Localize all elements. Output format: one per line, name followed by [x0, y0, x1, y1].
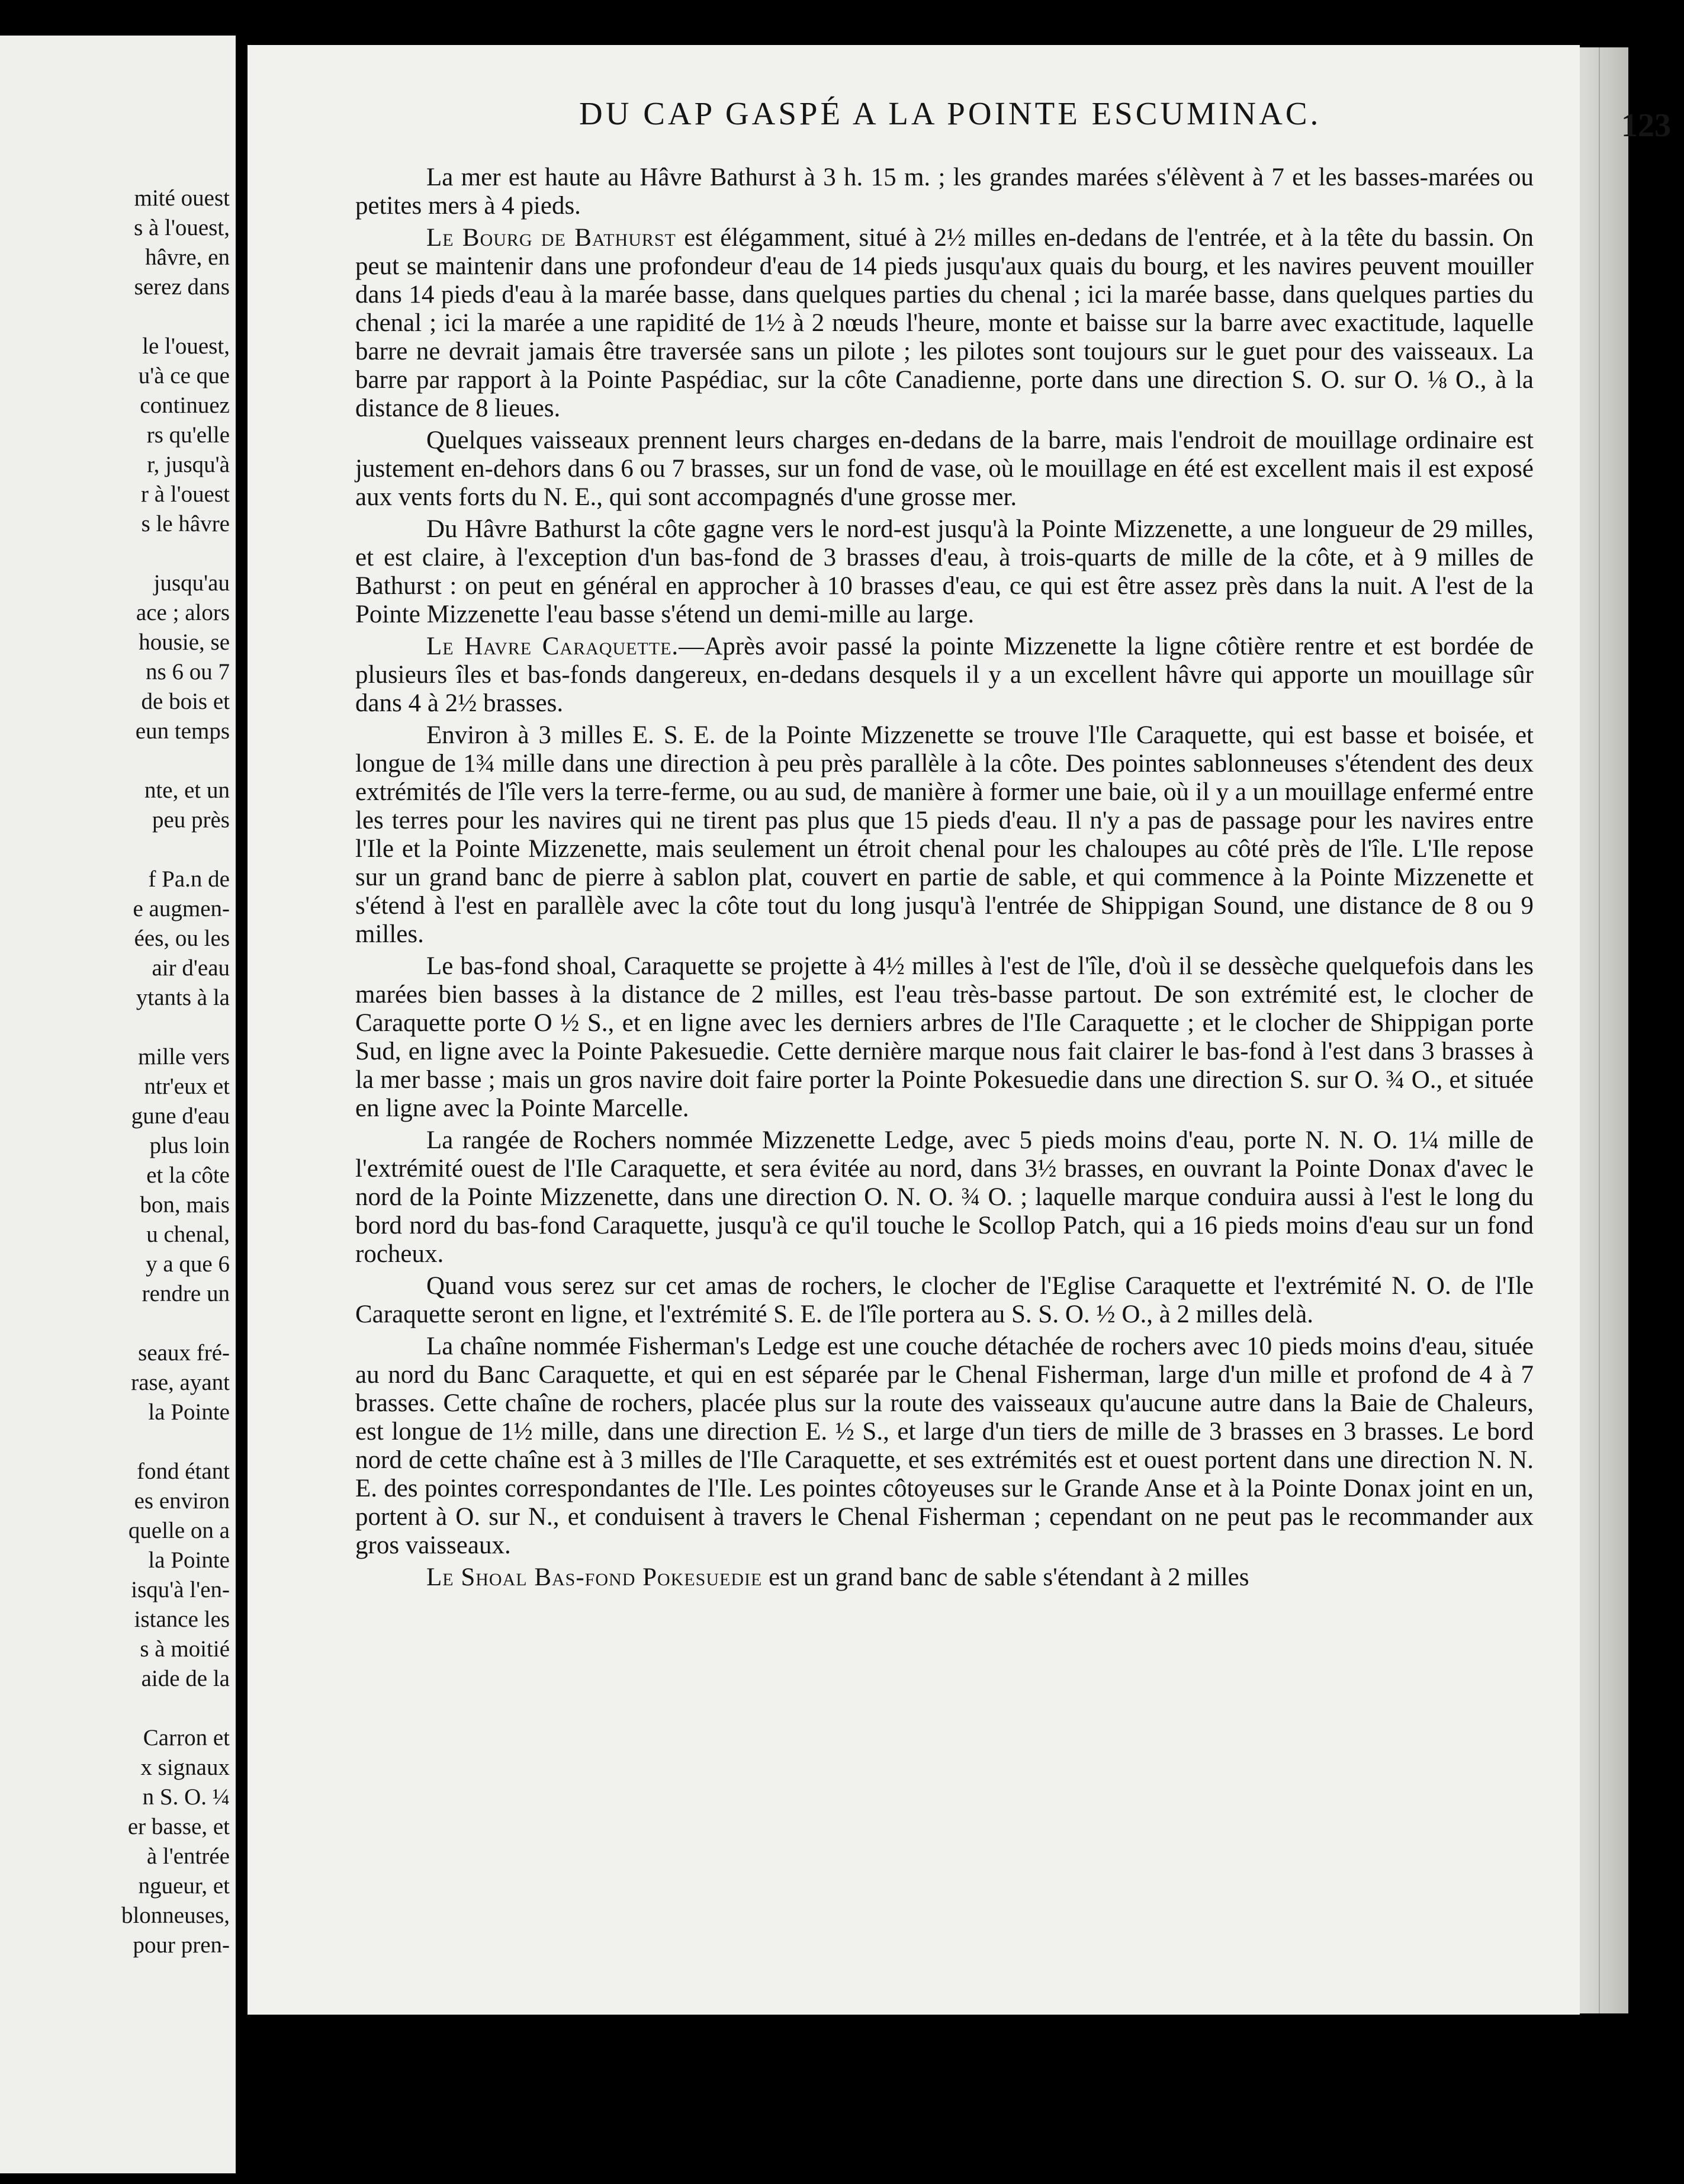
- facing-page-line: ns 6 ou 7: [146, 659, 230, 685]
- book-page: [248, 45, 1671, 2015]
- facing-page-line: s à moitié: [140, 1636, 230, 1662]
- facing-page-line: nte, et un: [144, 778, 230, 803]
- facing-page-line: f Pa.n de: [148, 866, 230, 892]
- facing-page-line: plus loin: [149, 1133, 230, 1158]
- facing-page-line: [5, 835, 230, 865]
- facing-page-line: air d'eau: [152, 955, 230, 981]
- facing-page-line: serez dans: [134, 274, 230, 300]
- paragraph: [355, 1563, 1534, 1592]
- facing-page-line: rs qu'elle: [146, 422, 230, 448]
- facing-page-line: mité ouest: [134, 185, 230, 211]
- facing-page-line: aide de la: [141, 1666, 230, 1691]
- facing-page: [0, 36, 236, 2173]
- facing-page-line: mille vers: [138, 1044, 230, 1069]
- facing-page-line: la Pointe: [148, 1547, 230, 1573]
- paragraph: [355, 1272, 1534, 1329]
- paragraph: [355, 632, 1534, 718]
- paragraph: [355, 721, 1534, 949]
- facing-page-line: jusqu'au: [153, 570, 230, 596]
- running-head: DU CAP GASPÉ A LA POINTE ESCUMINAC.: [579, 95, 1322, 131]
- paragraph: [355, 224, 1534, 423]
- facing-page-line: pour pren-: [133, 1932, 230, 1958]
- facing-page-line: seaux fré-: [138, 1340, 230, 1366]
- paragraph-text: Environ à 3 milles E. S. E. de la Pointe Mizzenette se trouve l'Ile Caraquette, qui est basse et boisée, et longue de 1¾ mille dans une direction à peu près parallèle à la côte. Des pointes sablonneuses s'étendent des deux extrémités de l'île vers la terre-ferme, ou au sud, de manière à former une baie, où il y a un mouillage enfermé entre les terres pour les navires qui ne tirent pas plus que 15 pieds d'eau. Il n'y a pas de passage pour les navires entre l'Ile et la Pointe Mizzenette, mais seulement un étroit chenal pour les chaloupes au côté près de l'île. L'Ile repose sur un grand banc de pierre à sablon plat, couvert en partie de sable, et qui commence à la Pointe Mizzenette et s'étend à l'est en parallèle avec la côte tout du long jusqu'à l'entrée de Shippigan Sound, une distance de 8 ou 9 milles.: [355, 721, 1534, 948]
- paragraph-text: La mer est haute au Hâvre Bathurst à 3 h. 15 m. ; les grandes marées s'élèvent à 7 et les basses-marées ou petites mers à 4 pieds.: [355, 163, 1534, 220]
- facing-page-line: et la côte: [146, 1162, 230, 1188]
- body-text: [355, 163, 1534, 1595]
- facing-page-line: [5, 1427, 230, 1457]
- paragraph: [355, 515, 1534, 629]
- page-number: 123: [1621, 107, 1671, 144]
- facing-page-text: [5, 184, 230, 1960]
- facing-page-line: er basse, et: [127, 1814, 230, 1839]
- paragraph-text: Quelques vaisseaux prennent leurs charges en-dedans de la barre, mais l'endroit de mouillage ordinaire est justement en-dehors dans 6 ou 7 brasses, sur un fond de vase, où le mouillage en été est excellent mais il est exposé aux vents forts du N. E., qui sont accompagnés d'une grosse mer.: [355, 426, 1534, 511]
- paragraph-heading: Le Bourg de Bathurst: [426, 224, 676, 252]
- facing-page-line: s le hâvre: [141, 511, 230, 537]
- facing-page-line: le l'ouest,: [142, 333, 230, 359]
- facing-page-line: hâvre, en: [145, 245, 230, 270]
- facing-page-line: [5, 746, 230, 776]
- paragraph-text: Quand vous serez sur cet amas de rochers, le clocher de l'Eglise Caraquette et l'extrémité N. O. de l'Ile Caraquette seront en ligne, et l'extrémité S. E. de l'île portera au S. S. O. ½ O., à 2 milles delà.: [355, 1272, 1534, 1328]
- paragraph: [355, 426, 1534, 512]
- facing-page-line: u chenal,: [146, 1222, 230, 1247]
- paragraph-text: La chaîne nommée Fisherman's Ledge est une couche détachée de rochers avec 10 pieds moins d'eau, située au nord du Banc Caraquette, et qui en est séparée par le Chenal Fisherman, large d'un mille et profond de 4 à 7 brasses. Cette chaîne de rochers, placée plus sur la route des vaisseaux qu'aucune autre dans la Baie de Chaleurs, est longue de 1½ mille, dans une direction E. ½ S., et large d'un tiers de mille de 3 brasses en 3 brasses. Le bord nord de cette chaîne est à 3 milles de l'Ile Caraquette, et ses extrémités est et ouest portent dans une direction N. N. E. des pointes correspondantes de l'Ile. Les pointes côtoyeuses sur le Grande Anse et à la Pointe Donax joint en un, portent à O. sur N., et conduisent à travers le Chenal Fisherman ; cependant on ne peut pas le recommander aux gros vaisseaux.: [355, 1332, 1534, 1559]
- paragraph-text: est élégamment, situé à 2½ milles en-dedans de l'entrée, et à la tête du bassin. On peut se maintenir dans une profondeur d'eau de 14 pieds jusqu'aux quais du bourg, et les navires peuvent mouiller dans 14 pieds d'eau à la marée basse, dans quelques parties du chenal ; ici la marée basse, dans quelques parties du chenal ; ici la marée a une rapidité de 1½ à 2 nœuds l'heure, monte et baisse sur la barre avec exactitude, laquelle barre ne devrait jamais être traversée sans un pilote ; les pilotes sont toujours sur le guet pour des vaisseaux. La barre par rapport à la Pointe Paspédiac, sur la côte Canadienne, porte dans une direction S. O. sur O. ⅛ O., à la distance de 8 lieues.: [355, 224, 1534, 422]
- paragraph: [355, 163, 1534, 220]
- facing-page-line: r, jusqu'à: [147, 452, 230, 477]
- paragraph: [355, 952, 1534, 1123]
- facing-page-line: [5, 1694, 230, 1723]
- facing-page-line: [5, 1309, 230, 1338]
- facing-page-line: es environ: [134, 1488, 230, 1514]
- facing-page-line: u'à ce que: [138, 363, 230, 388]
- paragraph-text: La rangée de Rochers nommée Mizzenette Ledge, avec 5 pieds moins d'eau, porte N. N. O. 1¼ mille de l'extrémité ouest de l'Ile Caraquette, et sera évitée au nord, dans 3½ brasses, en ouvrant la Pointe Donax d'avec le nord de la Pointe Mizzenette, dans une direction O. N. O. ¾ O. ; laquelle marque conduira aussi à l'est le long du bord nord du bas-fond Caraquette, jusqu'à ce qu'il touche le Scollop Patch, qui a 16 pieds moins d'eau sur un fond rocheux.: [355, 1126, 1534, 1268]
- facing-page-line: ytants à la: [136, 985, 230, 1010]
- facing-page-line: ngueur, et: [138, 1873, 230, 1899]
- facing-page-line: n S. O. ¼: [142, 1784, 230, 1810]
- facing-page-line: s à l'ouest,: [134, 215, 230, 240]
- facing-page-line: bon, mais: [140, 1192, 230, 1218]
- facing-page-line: ées, ou les: [134, 926, 230, 951]
- paragraph-text: Du Hâvre Bathurst la côte gagne vers le nord-est jusqu'à la Pointe Mizzenette, a une longueur de 29 milles, et est claire, à l'exception d'un bas-fond de 3 brasses d'eau, à trois-quarts de mille de la côte, et à 9 milles de Bathurst : on peut en général en approcher à 10 brasses d'eau, ce qui est être assez près dans la nuit. A l'est de la Pointe Mizzenette l'eau basse s'étend un demi-mille au large.: [355, 515, 1534, 628]
- facing-page-line: gune d'eau: [131, 1103, 230, 1129]
- facing-page-line: ntr'eux et: [144, 1074, 230, 1099]
- facing-page-line: à l'entrée: [146, 1843, 230, 1869]
- facing-page-line: fond étant: [136, 1459, 230, 1484]
- facing-page-line: x signaux: [140, 1755, 230, 1780]
- paragraph-heading: Le Shoal Bas-fond Pokesuedie: [426, 1563, 763, 1591]
- paragraph-heading: Le Havre Caraquette.: [426, 632, 679, 660]
- paragraph: [355, 1332, 1534, 1560]
- paragraph-text: —Après avoir passé la pointe Mizzenette la ligne côtière rentre et est bordée de plusieurs îles et bas-fonds dangereux, en-dedans desquels il y a un excellent hâvre qui apporte un mouillage sûr dans 4 à 2½ brasses.: [355, 632, 1534, 717]
- facing-page-line: y a que 6: [146, 1251, 230, 1277]
- facing-page-line: e augmen-: [133, 896, 230, 921]
- facing-page-line: [5, 539, 230, 569]
- facing-page-line: [5, 1013, 230, 1042]
- facing-page-line: r à l'ouest: [141, 481, 230, 507]
- facing-page-line: rase, ayant: [131, 1370, 230, 1395]
- facing-page-line: de bois et: [141, 689, 230, 714]
- facing-page-line: quelle on a: [128, 1518, 230, 1543]
- paragraph-text: Le bas-fond shoal, Caraquette se projette à 4½ milles à l'est de l'île, d'où il se dessèche quelquefois dans les marées bien basses à la distance de 2 milles, est l'eau très-basse partout. De son extrémité est, le clocher de Caraquette porte O ½ S., et en ligne avec les derniers arbres de l'Ile Caraquette ; et le clocher de Shippigan porte Sud, en ligne avec la Pointe Pakesuedie. Cette dernière marque nous fait clairer le bas-fond à l'est dans 3 brasses à la mer basse ; mais un gros navire doit faire porter la Pointe Pokesuedie dans une direction S. sur O. ¾ O., et située en ligne avec la Pointe Marcelle.: [355, 952, 1534, 1122]
- facing-page-line: housie, se: [139, 629, 230, 655]
- facing-page-line: eun temps: [135, 718, 230, 744]
- facing-page-line: [5, 302, 230, 332]
- facing-page-line: rendre un: [142, 1281, 230, 1306]
- paragraph-text: est un grand banc de sable s'étendant à 2 milles: [762, 1563, 1249, 1591]
- facing-page-line: peu près: [152, 807, 230, 833]
- paragraph: [355, 1126, 1534, 1268]
- facing-page-line: istance les: [134, 1607, 230, 1632]
- facing-page-line: ace ; alors: [136, 600, 230, 625]
- facing-page-line: continuez: [140, 393, 230, 418]
- facing-page-line: la Pointe: [148, 1399, 230, 1425]
- facing-page-line: isqu'à l'en-: [131, 1577, 230, 1602]
- facing-page-line: blonneuses,: [121, 1903, 230, 1928]
- facing-page-line: Carron et: [143, 1725, 230, 1751]
